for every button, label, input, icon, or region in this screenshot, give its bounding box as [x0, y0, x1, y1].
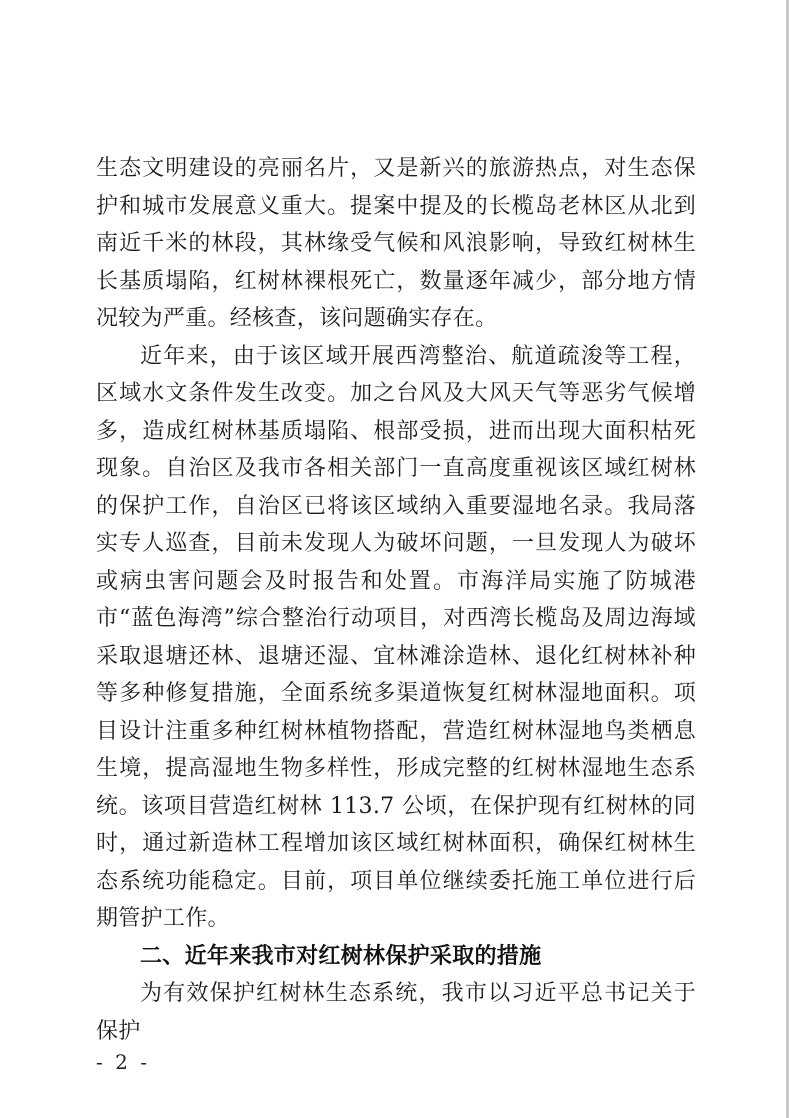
section-heading: 二、近年来我市对红树林保护采取的措施 [140, 943, 542, 969]
paragraph-2: 近年来，由于该区域开展西湾整治、航道疏浚等工程，区域水文条件发生改变。加之台风及大风天气等恶劣气候增多，造成红树林基质塌陷、根部受损，进而出现大面积枯死现象。自治区及我市各相关部门一直高度重视该区域红树林的保护工作，自治区已将该区域纳入重要湿地名录。我局落实专人巡查，目前未发现人为破坏问题，一旦发现人为破坏或病虫害问题会及时报告和处置。市海洋局实施了防城港市“蓝色海湾”综合整治行动项目，对西湾长榄岛及周边海域采取退塘还林、退塘还湿、宜林滩涂造林、退化红树林补种等多种修复措施，全面系统多渠道恢复红树林湿地面积。项目设计注重多种红树林植物搭配，营造红树林湿地鸟类栖息生境，提高湿地生物多样性，形成完整的红树林湿地生态系统。该项目营造红树林 113.7 公顷，在保护现有红树林的同时，通过新造林工程增加该区域红树林面积，确保红树林生态系统功能稳定。目前，项目单位继续委托施工单位进行后期管护工作。 [96, 343, 696, 931]
paragraph-3: 为有效保护红树林生态系统，我市以习近平总书记关于保护 [96, 981, 696, 1044]
page-number: - 2 - [96, 1050, 150, 1074]
paragraph-1: 生态文明建设的亮丽名片，又是新兴的旅游热点，对生态保护和城市发展意义重大。提案中提及的长榄岛老林区从北到南近千米的林段，其林缘受气候和风浪影响，导致红树林生长基质塌陷，红树林裸根死亡，数量逐年减少，部分地方情况较为严重。经核查，该问题确实存在。 [96, 156, 696, 331]
body-text [96, 150, 696, 1050]
